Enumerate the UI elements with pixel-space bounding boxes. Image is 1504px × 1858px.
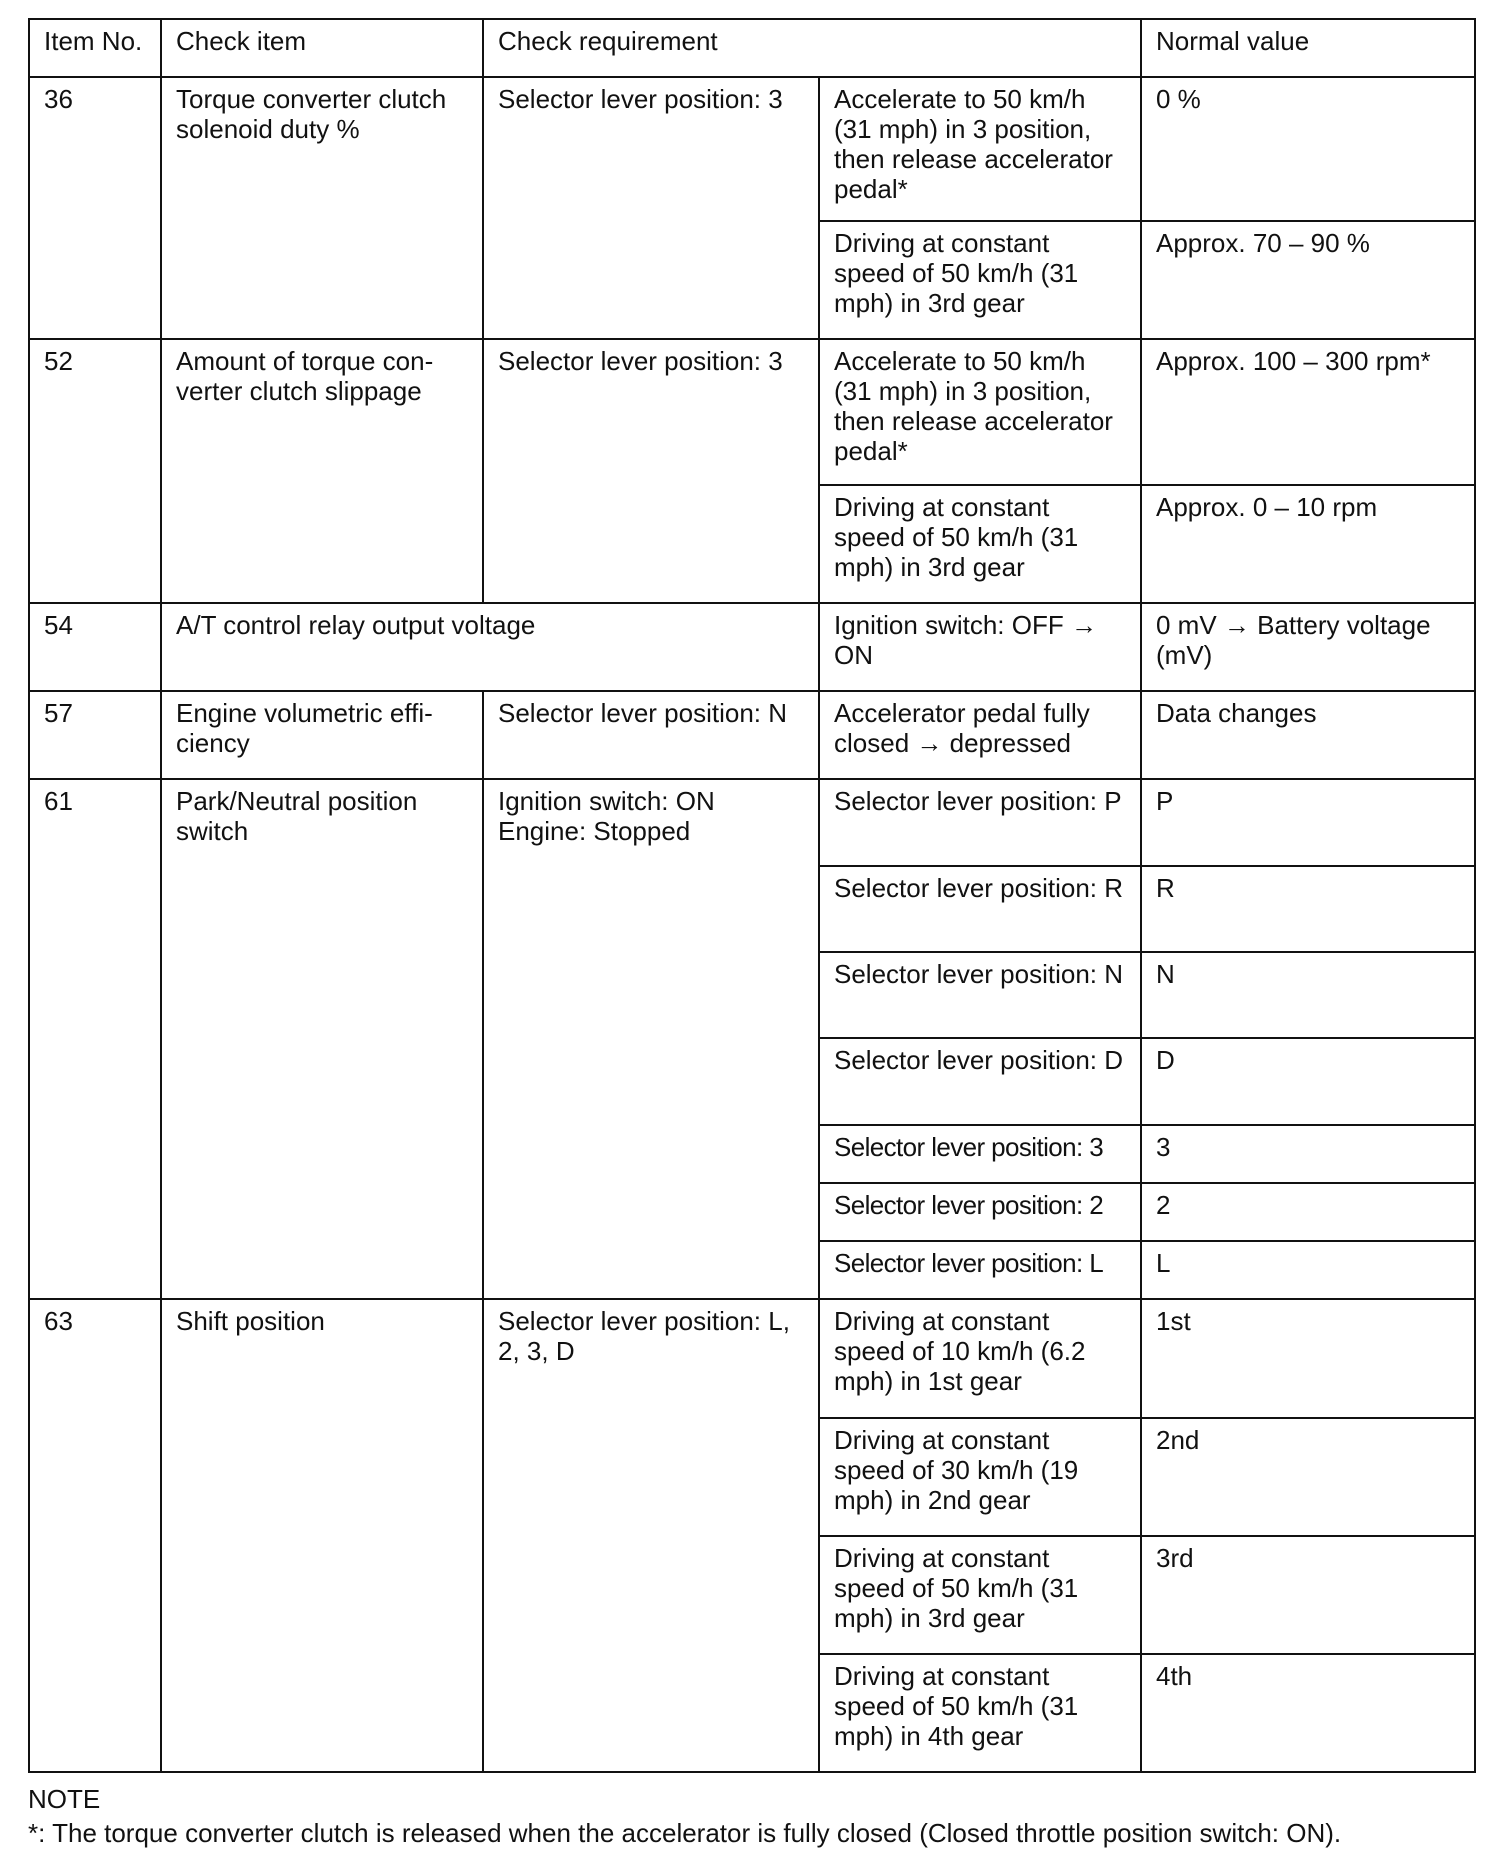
check-item: Amount of torque converter clutch slippage xyxy=(161,339,483,603)
normal-value: N xyxy=(1141,952,1475,1038)
table-row xyxy=(29,779,1475,866)
requirement-line: Engine: Stopped xyxy=(498,816,691,846)
condition: Driving at constant speed of 50 km/h (31 mph) in 3rd gear xyxy=(819,485,1141,603)
table-row xyxy=(29,691,1475,779)
condition: Selector lever position: N xyxy=(819,952,1141,1038)
normal-value: Approx. 70 – 90 % xyxy=(1141,221,1475,339)
normal-value: 2 xyxy=(1141,1183,1475,1241)
condition: Accelerate to 50 km/h (31 mph) in 3 position, then release accelerator pedal* xyxy=(819,339,1141,485)
item-no: 36 xyxy=(29,77,161,339)
condition: Driving at constant speed of 50 km/h (31 mph) in 3rd gear xyxy=(819,1536,1141,1654)
table-header-row xyxy=(29,19,1475,77)
normal-value: Data changes xyxy=(1141,691,1475,779)
check-requirement: Selector lever position: N xyxy=(483,691,819,779)
normal-value: 3rd xyxy=(1141,1536,1475,1654)
condition: Selector lever position: R xyxy=(819,866,1141,952)
condition: Selector lever position: P xyxy=(819,779,1141,866)
condition: Selector lever position: 2 xyxy=(819,1183,1141,1241)
header-check-item: Check item xyxy=(161,19,483,77)
note-title: NOTE xyxy=(28,1784,101,1814)
condition: Ignition switch: OFF → ON xyxy=(819,603,1141,691)
condition: Selector lever position: D xyxy=(819,1038,1141,1125)
item-no: 63 xyxy=(29,1299,161,1772)
check-requirement xyxy=(483,779,819,1299)
normal-value: L xyxy=(1141,1241,1475,1299)
note-section xyxy=(28,1782,1474,1850)
header-normal-value: Normal value xyxy=(1141,19,1475,77)
condition: Driving at constant speed of 30 km/h (19 mph) in 2nd gear xyxy=(819,1418,1141,1536)
check-item: A/T control relay output voltage xyxy=(161,603,819,691)
normal-value: 0 mV → Battery voltage (mV) xyxy=(1141,603,1475,691)
condition: Driving at constant speed of 50 km/h (31 mph) in 3rd gear xyxy=(819,221,1141,339)
check-item: Shift position xyxy=(161,1299,483,1772)
check-requirement: Selector lever position: 3 xyxy=(483,339,819,603)
condition: Accelerator pedal fully closed → depressed xyxy=(819,691,1141,779)
normal-value: 0 % xyxy=(1141,77,1475,221)
table-row xyxy=(29,1299,1475,1418)
normal-value: 1st xyxy=(1141,1299,1475,1418)
requirement-line: Ignition switch: ON xyxy=(498,786,715,816)
normal-value: 3 xyxy=(1141,1125,1475,1183)
check-table-container xyxy=(28,18,1474,1773)
item-no: 61 xyxy=(29,779,161,1299)
check-table xyxy=(28,18,1476,1773)
normal-value: Approx. 100 – 300 rpm* xyxy=(1141,339,1475,485)
normal-value: P xyxy=(1141,779,1475,866)
table-row xyxy=(29,339,1475,485)
check-item: Park/Neutral position switch xyxy=(161,779,483,1299)
note-text: *: The torque converter clutch is released when the accelerator is fully closed (Closed throttle position switch: ON). xyxy=(28,1818,1342,1848)
condition: Selector lever position: L xyxy=(819,1241,1141,1299)
table-row xyxy=(29,603,1475,691)
condition: Selector lever position: 3 xyxy=(819,1125,1141,1183)
condition: Driving at constant speed of 50 km/h (31 mph) in 4th gear xyxy=(819,1654,1141,1772)
check-requirement: Selector lever position: 3 xyxy=(483,77,819,339)
header-item-no: Item No. xyxy=(29,19,161,77)
normal-value: Approx. 0 – 10 rpm xyxy=(1141,485,1475,603)
table-row xyxy=(29,77,1475,221)
normal-value: 4th xyxy=(1141,1654,1475,1772)
check-item: Torque converter clutch solenoid duty % xyxy=(161,77,483,339)
condition: Driving at constant speed of 10 km/h (6.2 mph) in 1st gear xyxy=(819,1299,1141,1418)
item-no: 54 xyxy=(29,603,161,691)
normal-value: 2nd xyxy=(1141,1418,1475,1536)
check-requirement: Selector lever position: L, 2, 3, D xyxy=(483,1299,819,1772)
normal-value: D xyxy=(1141,1038,1475,1125)
normal-value: R xyxy=(1141,866,1475,952)
item-no: 57 xyxy=(29,691,161,779)
header-check-requirement: Check requirement xyxy=(483,19,1141,77)
item-no: 52 xyxy=(29,339,161,603)
check-item: Engine volumetric efficiency xyxy=(161,691,483,779)
condition: Accelerate to 50 km/h (31 mph) in 3 position, then release accelerator pedal* xyxy=(819,77,1141,221)
